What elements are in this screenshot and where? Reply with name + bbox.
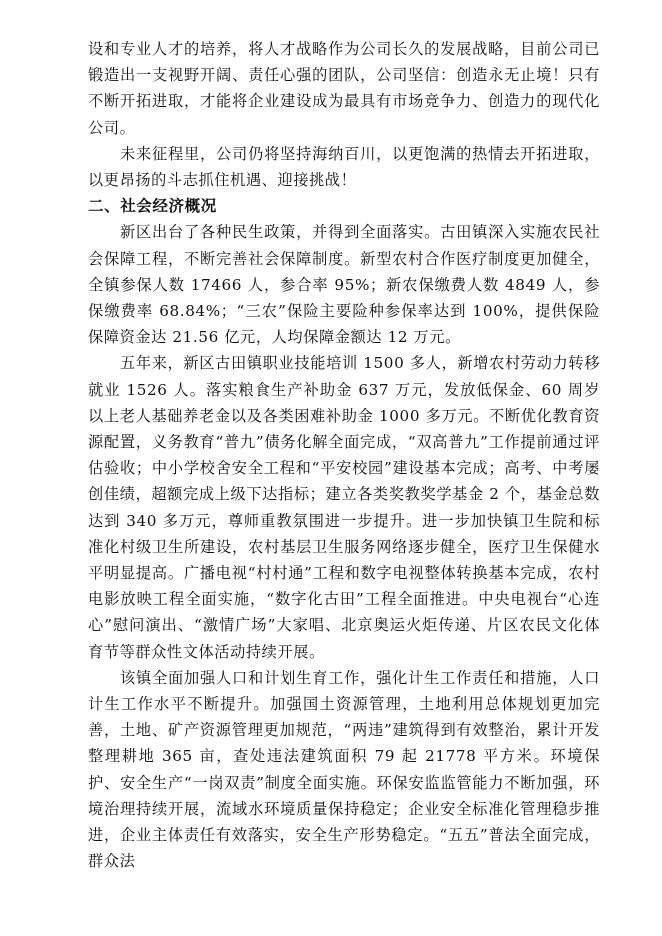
paragraph-social-security: 新区出台了各种民生政策，并得到全面落实。古田镇深入实施农民社会保障工程，不断完善社会保障制度。新型农村合作医疗制度更加健全，全镇参保人数 17466 人，参合率 95%；新农保缴费人数 4849 人，参保缴费率 68.84%；“三农”保险主要险种参保率达到 100%，提供保险保障资金达 21.56 亿元，人均保障金额达 12 万元。 — [88, 223, 600, 347]
document-body — [88, 36, 600, 875]
section-heading: 二、社会经济概况 — [88, 196, 217, 216]
paragraph-governance: 该镇全面加强人口和计划生育工作，强化计生工作责任和措施，人口计生工作水平不断提升。加强国土资源管理，土地利用总体规划更加完善，土地、矿产资源管理更加规范，“两违”建筑得到有效整治，累计开发整理耕地 365 亩，查处违法建筑面积 79 起 21778 平方米。环境保护、安全生产“一岗双责”制度全面实施。环保安监监管能力不断加强，环境治理持续开展，流域水环境质量保持稳定；企业安全标准化管理稳步推进，企业主体责任有效落实，安全生产形势稳定。“五五”普法全面完成，群众法 — [88, 668, 600, 871]
paragraph-future-outlook: 未来征程里，公司仍将坚持海纳百川，以更饱满的热情去开拓进取，以更昂扬的斗志抓住机遇、迎接挑战！ — [88, 144, 600, 190]
paragraph-company-talent: 设和专业人才的培养，将人才战略作为公司长久的发展战略，目前公司已锻造出一支视野开阔、责任心强的团队，公司坚信：创造永无止境！只有不断开拓进取，才能将企业建设成为最具有市场竞争力、创造力的现代化公司。 — [88, 40, 600, 137]
paragraph-five-year-achievements: 五年来，新区古田镇职业技能培训 1500 多人，新增农村劳动力转移就业 1526 人。落实粮食生产补助金 637 万元，发放低保金、60 周岁以上老人基础养老金以及各类困难补助金 1000 多万元。不断优化教育资源配置，义务教育“普九”债务化解全面完成，“双高普九”工作提前通过评估验收；中小学校舍安全工程和“平安校园”建设基本完成；高考、中考屡创佳绩，超额完成上级下达指标；建立各类奖教奖学基金 2 个，基金总数达到 340 多万元，尊师重教氛围进一步提升。进一步加快镇卫生院和标准化村级卫生所建设，农村基层卫生服务网络逐步健全，医疗卫生保健水平明显提高。广播电视“村村通”工程和数字电视整体转换基本完成，农村电影放映工程全面实施，“数字化古田”工程全面推进。中央电视台“心连心”慰问演出、“激情广场”大家唱、北京奥运火炬传递、片区农民文化体育节等群众性文体活动持续开展。 — [88, 354, 600, 661]
